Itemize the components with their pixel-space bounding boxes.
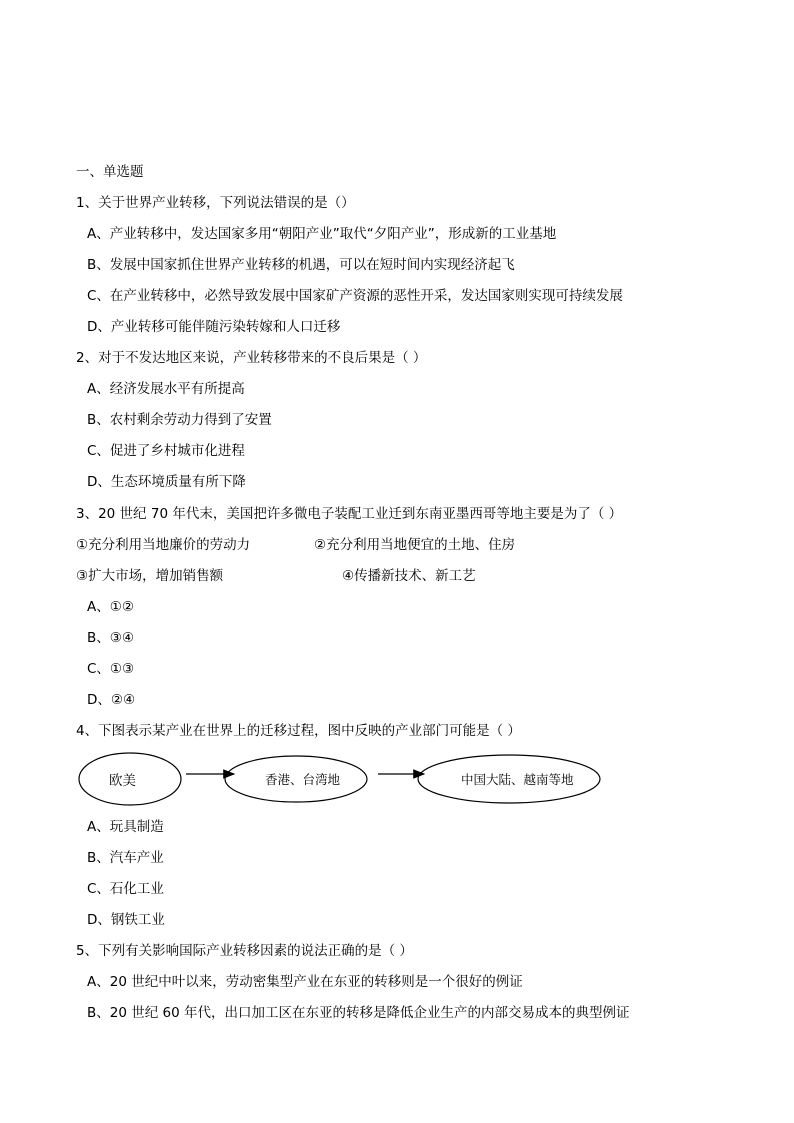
- question-4-option-b: B、汽车产业: [87, 850, 164, 866]
- question-3-option-d: D、②④: [87, 692, 136, 708]
- question-2-option-a: A、经济发展水平有所提高: [87, 381, 245, 397]
- question-1-option-d: D、产业转移可能伴随污染转嫁和人口迁移: [87, 319, 341, 335]
- question-3-stem: 3、20 世纪 70 年代末，美国把许多微电子装配工业迁到东南亚墨西哥等地主要是为了（ ）: [76, 506, 623, 522]
- question-2-option-b: B、农村剩余劳动力得到了安置: [87, 412, 272, 428]
- question-1-option-c: C、在产业转移中，必然导致发展中国家矿产资源的恶性开采，发达国家则实现可持续发展: [87, 288, 623, 304]
- question-3-option-b: B、③④: [87, 630, 134, 646]
- diagram-node-3-label: 中国大陆、越南等地: [461, 772, 574, 787]
- section-title: 一、单选题: [76, 164, 144, 180]
- question-3-item-2: ②充分利用当地便宜的土地、住房: [314, 537, 516, 553]
- question-5-option-a: A、20 世纪中叶以来，劳动密集型产业在东亚的转移则是一个很好的例证: [87, 974, 523, 990]
- question-2-option-c: C、促进了乡村城市化进程: [87, 443, 245, 459]
- question-1-option-a: A、产业转移中，发达国家多用“朝阳产业”取代“夕阳产业”，形成新的工业基地: [87, 226, 557, 242]
- industry-transfer-diagram: [78, 752, 608, 806]
- question-4-option-c: C、石化工业: [87, 881, 164, 897]
- question-3-item-4: ④传播新技术、新工艺: [342, 568, 476, 584]
- diagram-node-1-label: 欧美: [109, 773, 136, 789]
- question-3-item-3: ③扩大市场，增加销售额: [76, 568, 224, 584]
- question-3-item-1: ①充分利用当地廉价的劳动力: [76, 537, 251, 553]
- question-4-option-a: A、玩具制造: [87, 819, 164, 835]
- question-5-stem: 5、下列有关影响国际产业转移因素的说法正确的是（ ）: [76, 943, 413, 959]
- question-1-stem: 1、关于世界产业转移，下列说法错误的是（）: [76, 195, 355, 211]
- question-4-stem: 4、下图表示某产业在世界上的迁移过程，图中反映的产业部门可能是（ ）: [76, 723, 521, 739]
- question-1-option-b: B、发展中国家抓住世界产业转移的机遇，可以在短时间内实现经济起飞: [87, 257, 515, 273]
- question-5-option-b: B、20 世纪 60 年代，出口加工区在东亚的转移是降低企业生产的内部交易成本的典型例证: [87, 1005, 630, 1021]
- question-2-option-d: D、生态环境质量有所下降: [87, 474, 246, 490]
- diagram-node-2-label: 香港、台湾地: [265, 772, 341, 787]
- question-3-option-c: C、①③: [87, 661, 135, 677]
- question-3-option-a: A、①②: [87, 599, 134, 615]
- question-2-stem: 2、对于不发达地区来说，产业转移带来的不良后果是（ ）: [76, 350, 427, 366]
- question-4-option-d: D、钢铁工业: [87, 912, 165, 928]
